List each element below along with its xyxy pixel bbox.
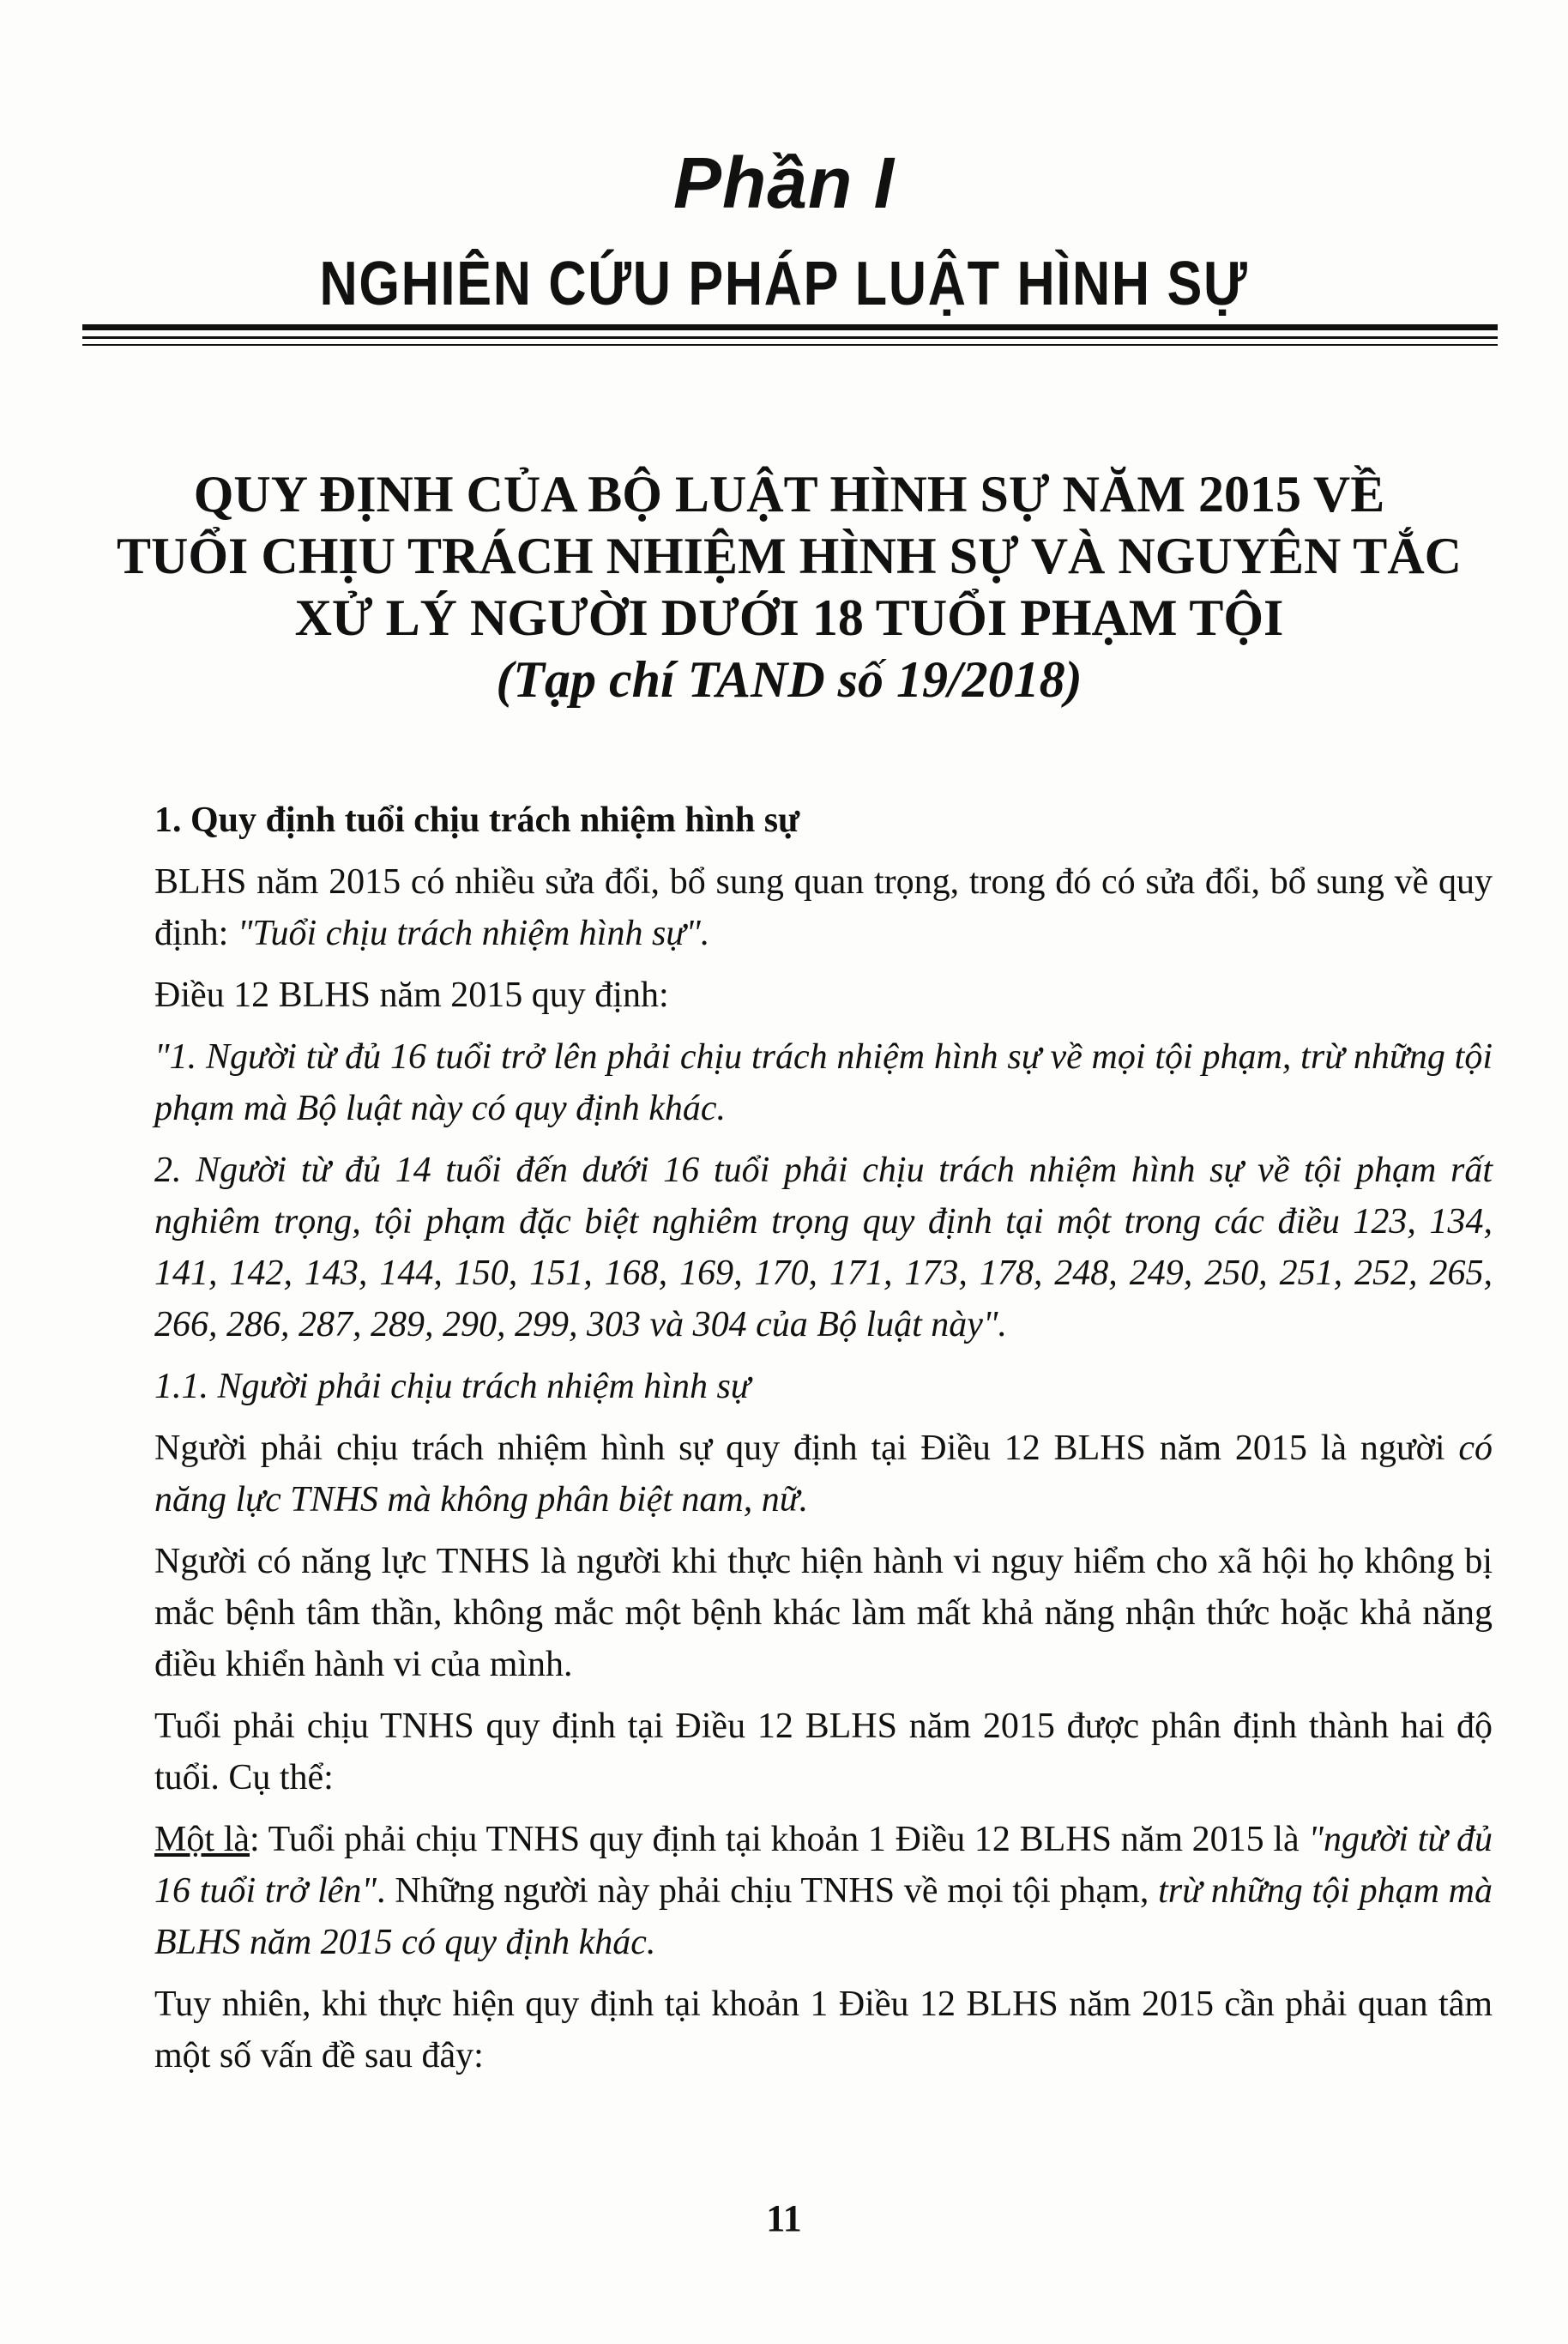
paragraph-3-emphasis: có năng lực TNHS mà không phân biệt nam, nữ. (154, 1429, 1493, 1519)
paragraph-1 (154, 856, 1493, 959)
paragraph-7: Tuy nhiên, khi thực hiện quy định tại khoản 1 Điều 12 BLHS năm 2015 cần phải quan tâm một số vấn đề sau đây: (154, 1985, 1493, 2075)
title-rule-thin-2 (82, 344, 1498, 346)
article-heading-line-2: TUỔI CHỊU TRÁCH NHIỆM HÌNH SỰ VÀ NGUYÊN TẮC (117, 528, 1462, 584)
paragraph-6-label: Một là (154, 1820, 250, 1859)
article-source: (Tạp chí TAND số 19/2018) (496, 651, 1083, 708)
article-heading (103, 463, 1475, 710)
paragraph-2: Điều 12 BLHS năm 2015 quy định: (154, 976, 669, 1015)
paragraph-6-emphasis: trừ những tội phạm mà BLHS năm 2015 có quy định khác. (154, 1871, 1493, 1962)
paragraph-5: Tuổi phải chịu TNHS quy định tại Điều 12 BLHS năm 2015 được phân định thành hai độ tuổi. Cụ thể: (154, 1707, 1493, 1797)
quote-clause-2: 2. Người từ đủ 14 tuổi đến dưới 16 tuổi phải chịu trách nhiệm hình sự về tội phạm rất nghiêm trọng, tội phạm đặc biệt nghiêm trọng quy định tại một trong các điều 123, 134, 141, 142, 143, 144, 150, 151, 168, 169, 170, 171, 173, 178, 248, 249, 250, 251, 252, 265, 266, 286, 287, 289, 290, 299, 303 và 304 của Bộ luật này". (154, 1151, 1493, 1344)
quote-clause-1: "1. Người từ đủ 16 tuổi trở lên phải chịu trách nhiệm hình sự về mọi tội phạm, trừ những tội phạm mà Bộ luật này có quy định khác. (154, 1037, 1493, 1128)
title-rule-thick (82, 324, 1498, 330)
paragraph-6-text-a: : Tuổi phải chịu TNHS quy định tại khoản 1 Điều 12 BLHS năm 2015 là (250, 1820, 1309, 1859)
paragraph-1-quote: "Tuổi chịu trách nhiệm hình sự". (237, 914, 710, 953)
paragraph-4: Người có năng lực TNHS là người khi thực hiện hành vi nguy hiểm cho xã hội họ không bị mắc bệnh tâm thần, không mắc một bệnh khác làm mất khả năng nhận thức hoặc khả năng điều khiển hành vi của mình. (154, 1542, 1493, 1684)
article-body (154, 789, 1493, 2092)
article-heading-line-1: QUY ĐỊNH CỦA BỘ LUẬT HÌNH SỰ NĂM 2015 VỀ (193, 466, 1385, 523)
paragraph-6-text-c: . Những người này phải chịu TNHS về mọi tội phạm, (377, 1871, 1159, 1911)
part-label: Phần I (672, 142, 896, 223)
paragraph-6-quote: "người từ đủ 16 tuổi trở lên" (154, 1820, 1493, 1911)
title-rule-thin (82, 336, 1498, 339)
paragraph-1-text: BLHS năm 2015 có nhiều sửa đổi, bổ sung quan trọng, trong đó có sửa đổi, bổ sung về quy định: (154, 862, 1493, 953)
paragraph-3-text: Người phải chịu trách nhiệm hình sự quy định tại Điều 12 BLHS năm 2015 là người (154, 1429, 1459, 1468)
paragraph-6 (154, 1814, 1493, 1968)
subsection-1-1-title: 1.1. Người phải chịu trách nhiệm hình sự (154, 1367, 751, 1406)
page-number: 11 (766, 2197, 802, 2239)
part-title: NGHIÊN CỨU PHÁP LUẬT HÌNH SỰ (319, 250, 1249, 318)
section-1-title: 1. Quy định tuổi chịu trách nhiệm hình sự (154, 800, 800, 840)
article-heading-line-3: XỬ LÝ NGƯỜI DƯỚI 18 TUỔI PHẠM TỘI (294, 589, 1284, 646)
paragraph-3 (154, 1423, 1493, 1525)
